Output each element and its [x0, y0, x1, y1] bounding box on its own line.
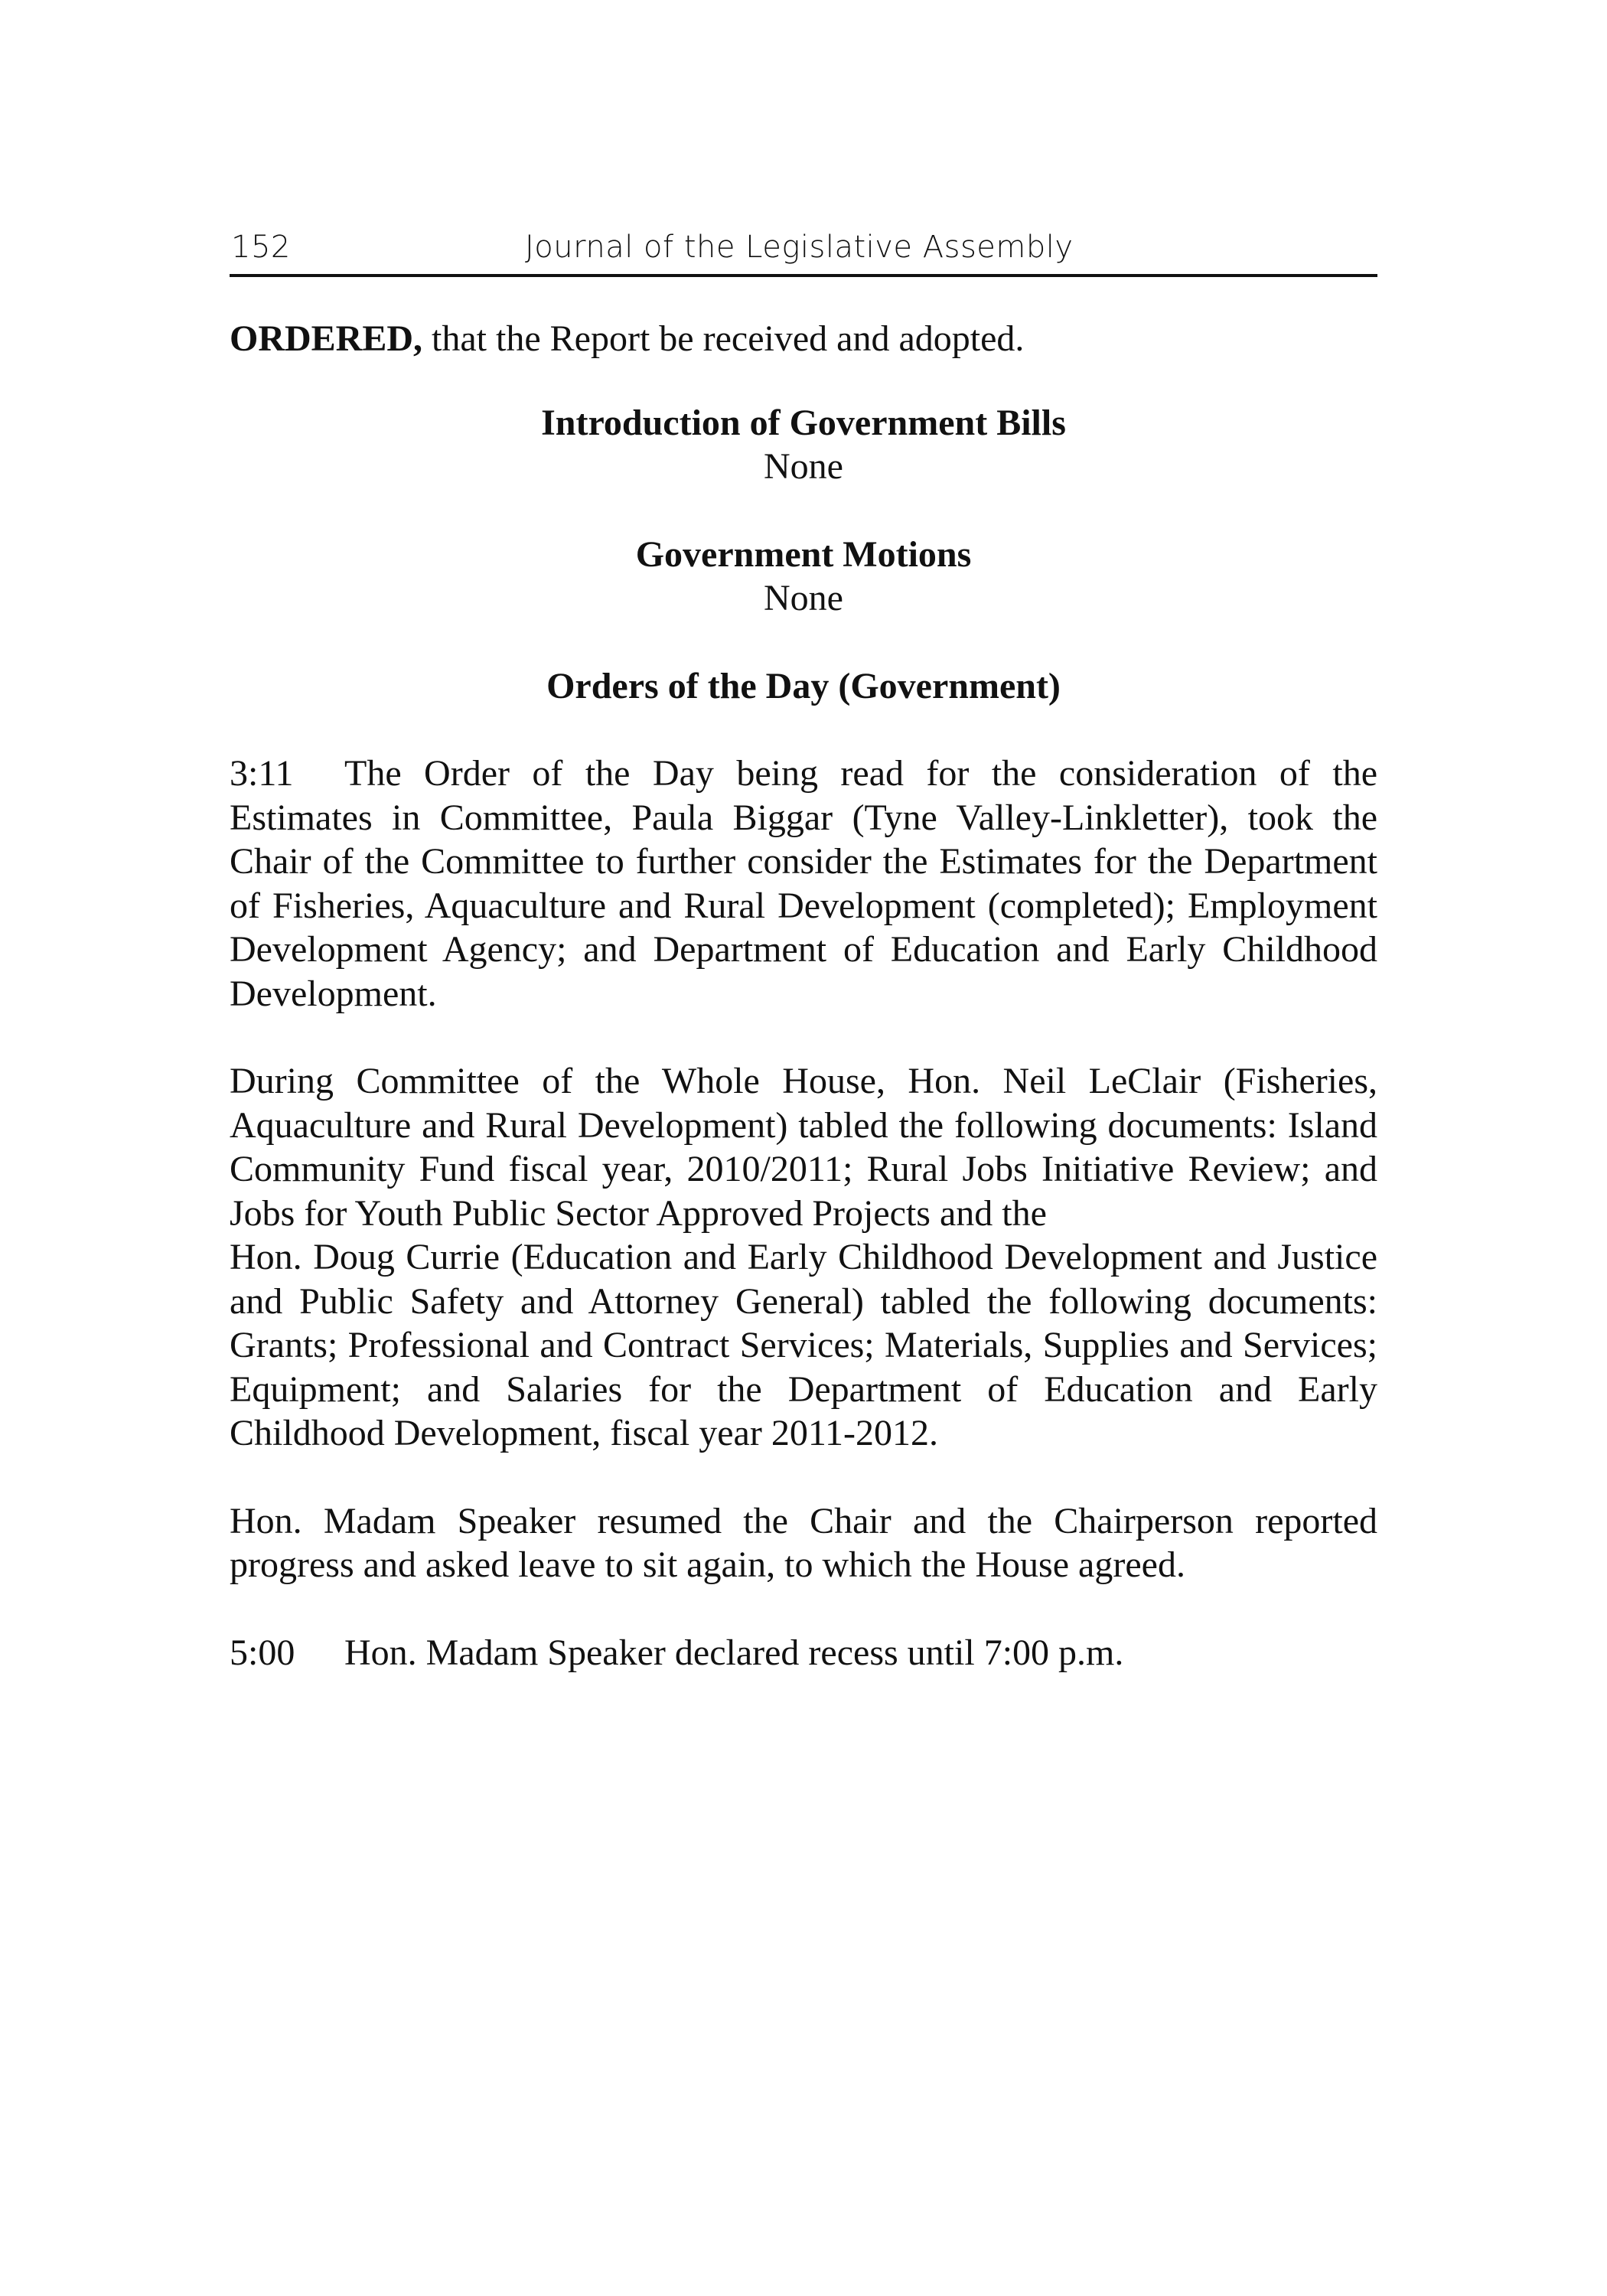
- paragraph-recess: [230, 1631, 1377, 1675]
- section-heading: Orders of the Day (Government): [546, 665, 1061, 706]
- section-value: None: [764, 446, 843, 487]
- paragraph-tabled-documents-currie: Hon. Doug Currie (Education and Early Childhood Development and Justice and Public Safety and Attorney General) tabled the following documents: Grants; Professional and Contract Services; Materials, Supplies and Services; Equipment; and Salaries for the Department of Education and Early Childhood Development, fiscal year 2011-2012.: [230, 1237, 1377, 1453]
- paragraph-estimates: [230, 752, 1377, 1016]
- section-government-motions: [230, 533, 1377, 621]
- journal-body: [230, 317, 1377, 1675]
- ordered-text: that the Report be received and adopted.: [422, 318, 1025, 359]
- section-orders-of-the-day: [230, 664, 1377, 709]
- running-header: [230, 230, 1377, 277]
- section-heading: Introduction of Government Bills: [541, 402, 1066, 443]
- timestamp: 5:00: [230, 1632, 295, 1673]
- paragraph-text: The Order of the Day being read for the consideration of the Estimates in Committee, Paula Biggar (Tyne Valley-Linkletter), took the Chair of the Committee to further consider the Estimates for the Department of Fisheries, Aquaculture and Rural Development (completed); Employment Development Agency; and Department of Education and Early Childhood Development.: [230, 753, 1377, 1014]
- section-government-bills: [230, 401, 1377, 489]
- paragraph-text: Hon. Madam Speaker declared recess until 7:00 p.m.: [344, 1632, 1124, 1673]
- journal-title: Journal of the Legislative Assembly: [525, 230, 1074, 265]
- paragraph-tabled-documents-leclair: During Committee of the Whole House, Hon. Neil LeClair (Fisheries, Aquaculture and Rural Development) tabled the following documents: Island Community Fund fiscal year, 2010/2011; Rural Jobs Initiative Review; and Jobs for Youth Public Sector Approved Projects and the: [230, 1061, 1377, 1234]
- page-number: 152: [231, 230, 291, 265]
- timestamp: 3:11: [230, 753, 294, 794]
- paragraph-speaker-resumed: Hon. Madam Speaker resumed the Chair and the Chairperson reported progress and asked leave to sit again, to which the House agreed.: [230, 1500, 1377, 1585]
- section-value: None: [764, 578, 843, 618]
- section-heading: Government Motions: [635, 533, 972, 575]
- journal-page: [230, 230, 1377, 1675]
- ordered-keyword: ORDERED,: [230, 318, 423, 359]
- ordered-statement: [230, 317, 1377, 361]
